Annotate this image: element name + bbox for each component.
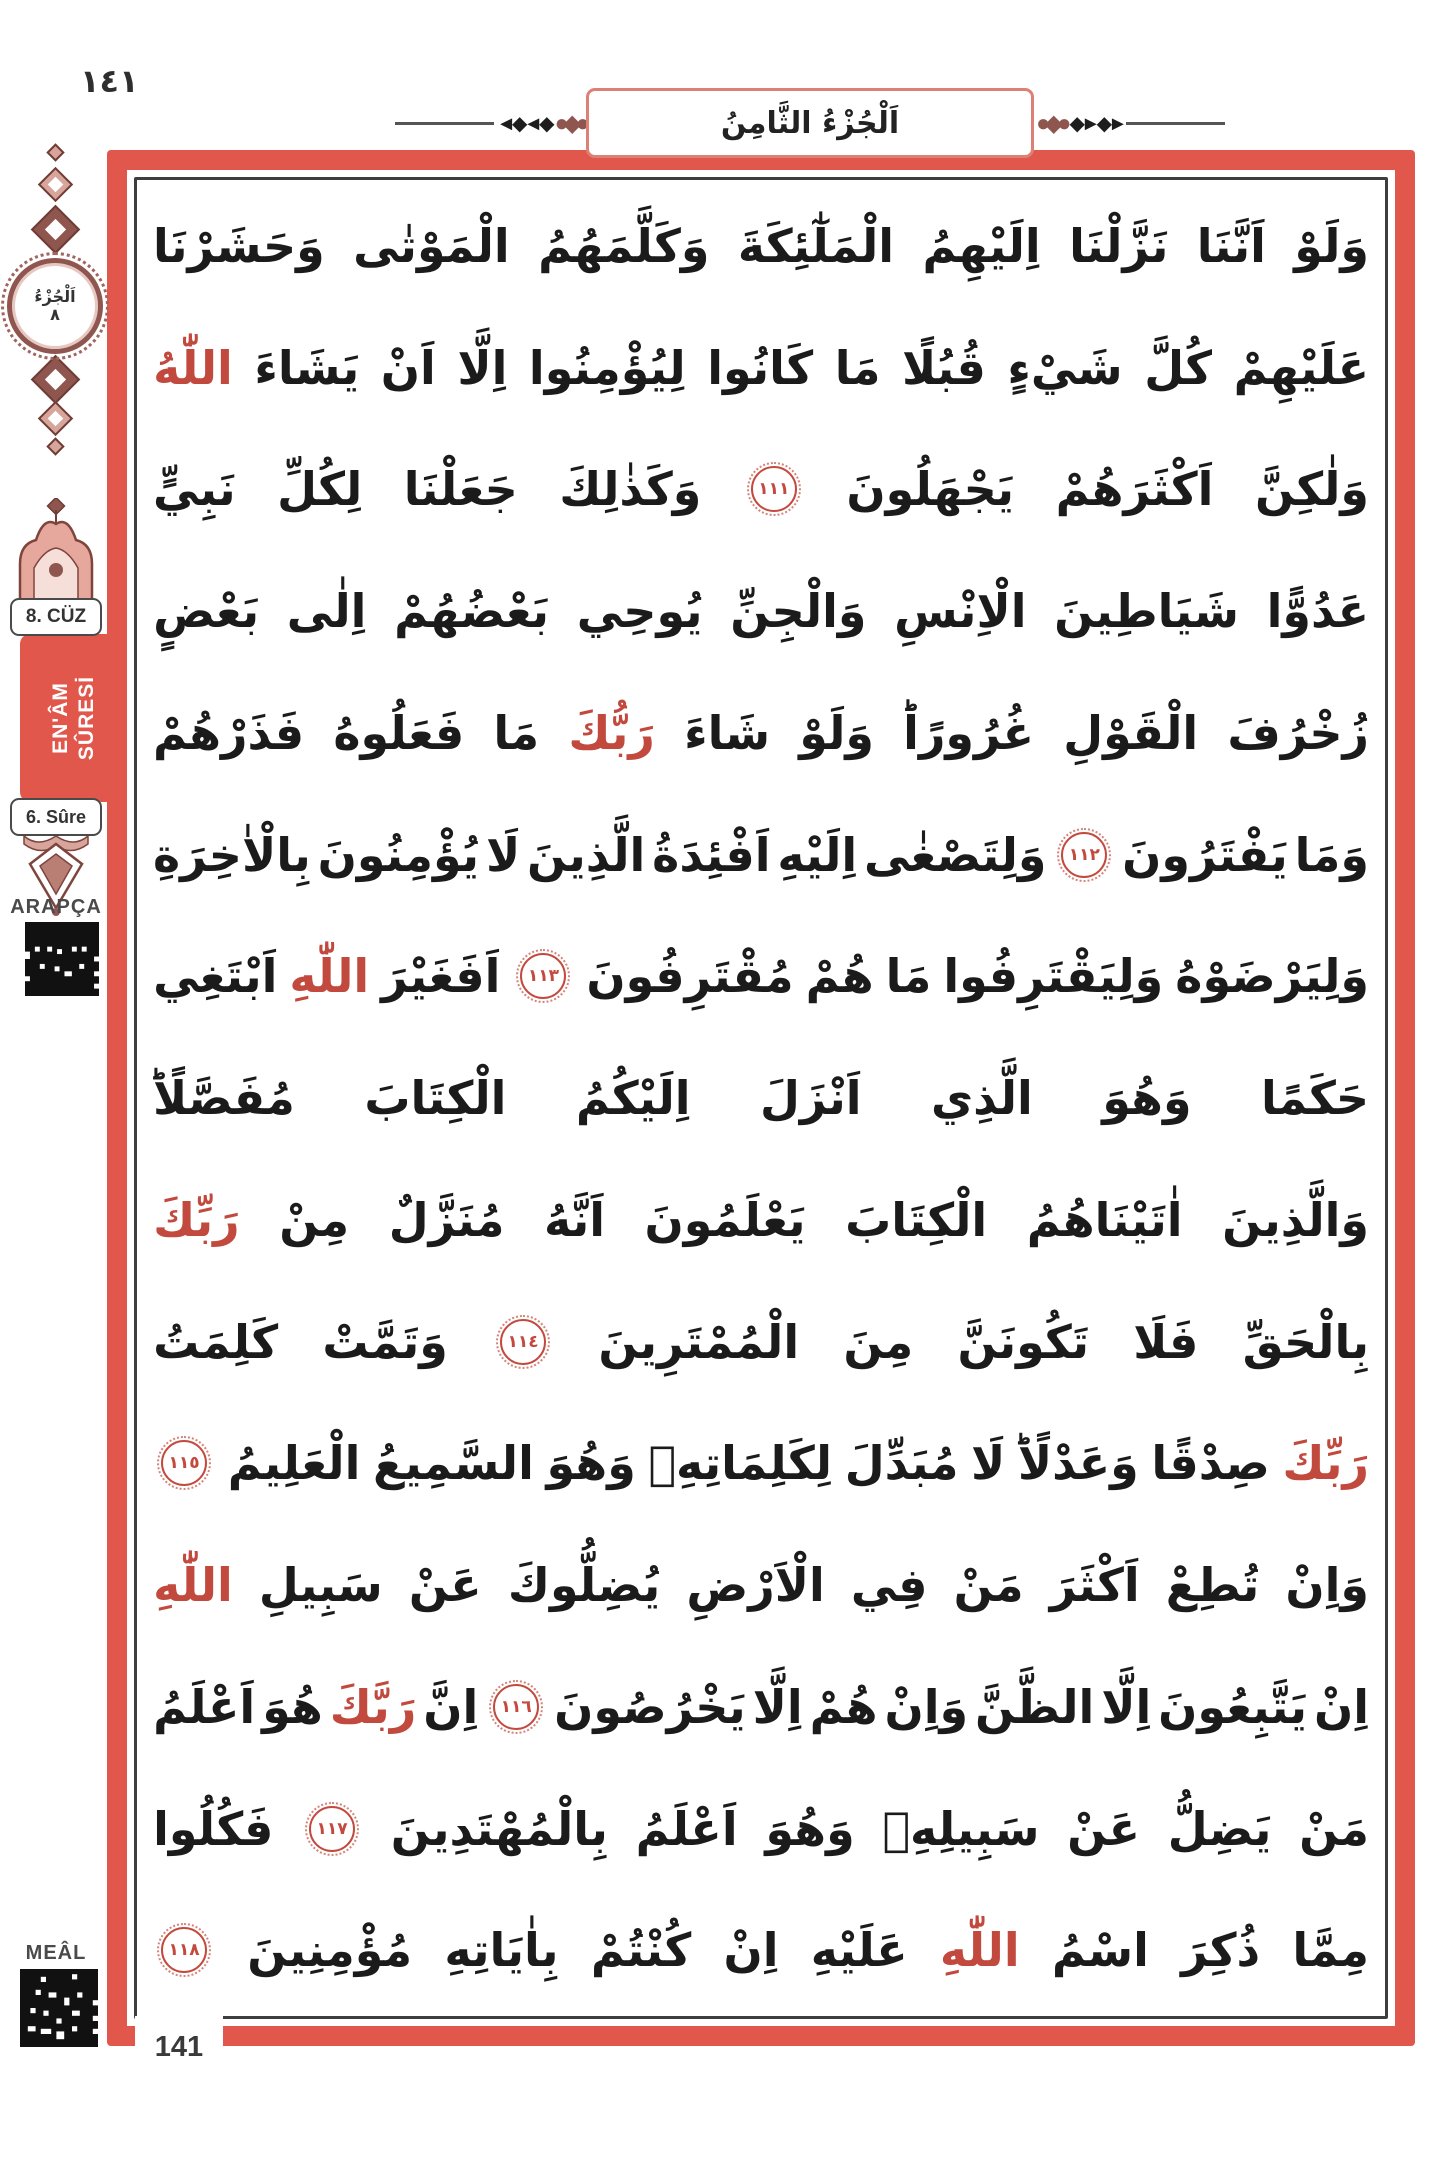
highlighted-word: اللّٰهِ: [939, 1923, 1020, 1978]
quran-word: يُضِلُّوكَ: [507, 1558, 661, 1612]
page-number-arabic: ١٤١: [80, 62, 139, 100]
juz-header: [395, 84, 1225, 162]
quran-word: لِكُلِّ: [277, 462, 363, 517]
quran-word: بِالْحَقِّ: [1242, 1314, 1369, 1369]
highlighted-word: اللّٰهُ: [153, 340, 233, 395]
surah-band-line1: EN'ÂM: [48, 682, 72, 754]
quran-line: [153, 1160, 1369, 1280]
surah-band-line2: SÛRESİ: [74, 675, 98, 761]
quran-word: اِنْ: [723, 1923, 779, 1978]
quran-line: [153, 1525, 1369, 1645]
quran-word: مَنْ: [953, 1558, 1024, 1612]
juz-rosette-word: اَلْجُزْءُ: [34, 287, 76, 306]
verse-number-medallion: ١١٧: [309, 1806, 355, 1852]
quran-word: الْاَرْضِ: [686, 1558, 825, 1612]
highlighted-word: رَبِّكَ: [153, 1192, 240, 1247]
quran-word: هُمْ: [809, 1679, 878, 1734]
quran-word: عَنْ: [408, 1558, 482, 1612]
quran-word: نَزَّلْنَا: [1069, 218, 1169, 273]
quran-word: بِاٰيَاتِهِ: [444, 1923, 559, 1978]
quran-word: يُؤْمِنُونَ: [317, 827, 480, 882]
highlighted-word: اللّٰهِ: [289, 949, 370, 1004]
quran-word: وَمَا: [1294, 827, 1369, 882]
quran-word: وَكَلَّمَهُمُ: [538, 218, 710, 273]
sure-number-label: 6. Sûre: [25, 806, 87, 827]
quran-word: كَلِمَتُ: [153, 1314, 279, 1369]
quran-line: [153, 308, 1369, 428]
quran-word: اَعْلَمُ: [153, 1679, 256, 1734]
quran-word: كُلَّ: [1144, 340, 1213, 395]
highlighted-word: اللّٰهِ: [153, 1558, 233, 1612]
quran-word: اسْمُ: [1051, 1923, 1149, 1978]
juz-title-cartouche: [586, 88, 1034, 158]
quran-word: غُرُورًاؕ: [903, 705, 1035, 760]
quran-word: الْكِتَابَ: [364, 1071, 507, 1125]
quran-word: وَكَذٰلِكَ: [559, 462, 702, 517]
verse-number-medallion: ١١٨: [161, 1927, 207, 1973]
quran-text-frame: [107, 150, 1415, 2046]
quran-word: وَالَّذِينَ: [1222, 1192, 1369, 1247]
quran-word: وَالْجِنِّ: [730, 584, 867, 638]
arrow-ornament-right-icon: ◆►◆►: [1069, 112, 1124, 135]
quran-word: الْقَوْلِ: [1063, 705, 1199, 760]
quran-word: اَفَغَيْرَ: [381, 949, 501, 1004]
quran-word: مُفَصَّلًاؕ: [153, 1071, 295, 1125]
crown-ornament-icon: [14, 498, 98, 602]
quran-word: يَضِلُّ: [1167, 1801, 1272, 1856]
quran-word: السَّمِيعُ: [372, 1436, 534, 1491]
floral-ornament-left-icon: ●◆●: [554, 109, 584, 137]
quran-line: [153, 795, 1369, 915]
quran-word: الْمَلٰٓئِكَةَ: [737, 218, 895, 273]
diamond-ornament-icon: [38, 401, 73, 436]
quran-word: اَنَّنَا: [1196, 218, 1266, 273]
quran-word: يُوحِي: [576, 584, 703, 638]
quran-word: وَلَوْ: [799, 705, 874, 760]
quran-word: تَكُونَنَّ: [957, 1314, 1090, 1369]
verse-number-medallion: ١١١: [751, 466, 797, 512]
quran-word: وَلَوْ: [1294, 218, 1369, 273]
quran-word: فَكُلُوا: [153, 1801, 274, 1856]
quran-word: الْاِنْسِ: [894, 584, 1027, 638]
quran-word: الْعَلِيمُ: [227, 1436, 361, 1491]
quran-word: فَلَا: [1133, 1314, 1199, 1369]
quran-word: اَبْتَغِي: [153, 949, 278, 1004]
arabic-qr-code: [24, 922, 100, 996]
quran-word: اِلَيْكُمُ: [575, 1071, 691, 1125]
quran-line: [153, 1282, 1369, 1402]
meal-qr-code: [20, 1968, 98, 2048]
quran-line: [153, 1647, 1369, 1767]
quran-word: وَلِتَصْغٰى: [863, 827, 1047, 882]
quran-word: مُبَدِّلَ: [844, 1436, 959, 1491]
quran-word: كُنْتُمْ: [590, 1923, 692, 1978]
quran-word: كَانُوا: [707, 340, 814, 395]
quran-word: اَعْلَمُ: [635, 1801, 738, 1856]
quran-word: يَخْرُصُونَ: [554, 1679, 746, 1734]
quran-word: هُوَ: [262, 1679, 323, 1734]
quran-word: يَعْلَمُونَ: [644, 1192, 806, 1247]
diamond-ornament-icon: [31, 355, 80, 404]
quran-word: مِنْ: [279, 1192, 350, 1247]
quran-word: عَلَيْهِ: [810, 1923, 908, 1978]
quran-word: صِدْقًا: [1151, 1436, 1270, 1491]
verse-number-medallion: ١١٢: [1061, 832, 1107, 878]
quran-line: [153, 1769, 1369, 1889]
cuz-number-label: 8. CÜZ: [25, 606, 87, 627]
diamond-ornament-icon: [31, 205, 80, 254]
quran-word: مَا: [834, 340, 881, 395]
quran-word: هُمْ: [805, 949, 874, 1004]
page-number-bottom-label: 141: [154, 2031, 204, 2063]
quran-word: فَذَرْهُمْ: [153, 705, 305, 760]
verse-number-medallion: ١١٦: [493, 1684, 539, 1730]
quran-word: وَهُوَ: [546, 1436, 636, 1491]
quran-word: فَعَلُوهُ: [333, 705, 465, 760]
quran-word: لِيُؤْمِنُوا: [528, 340, 686, 395]
quran-word: فِي: [850, 1558, 928, 1612]
quran-word: بَعْضٍ: [153, 584, 260, 638]
arrow-ornament-left-icon: ◄◆◄◆: [496, 112, 551, 135]
floral-ornament-right-icon: ●◆●: [1036, 109, 1066, 137]
quran-word: وَاِنْ: [884, 1679, 969, 1734]
quran-word: اِنَّ: [423, 1679, 479, 1734]
quran-line: [153, 429, 1369, 549]
quran-line: [153, 673, 1369, 793]
quran-word: تُطِعْ: [1165, 1558, 1260, 1612]
quran-word: شَاءَ: [684, 705, 771, 760]
quran-word: لَا: [485, 827, 521, 882]
quran-word: اَكْثَرَ: [1049, 1558, 1140, 1612]
quran-line: [153, 916, 1369, 1036]
quran-word: مُنَزَّلٌ: [388, 1192, 505, 1247]
juz-rosette-medallion: [7, 258, 103, 354]
quran-word: مِنَ: [843, 1314, 914, 1369]
cuz-number-box: [10, 598, 102, 636]
quran-word: اِلَّا: [1101, 1679, 1152, 1734]
meal-qr-label: MEÂL: [25, 1942, 87, 1964]
verse-number-medallion: ١١٥: [161, 1440, 207, 1486]
quran-word: يَجْهَلُونَ: [846, 462, 1015, 517]
quran-word: وَهُوَ: [1102, 1071, 1192, 1125]
quran-word: قُبُلًا: [902, 340, 986, 395]
quran-word: وَحَشَرْنَا: [153, 218, 325, 273]
quran-word: الْمَوْتٰى: [353, 218, 510, 273]
quran-word: مَنْ: [1299, 1801, 1369, 1856]
quran-word: بِالْاٰخِرَةِ: [153, 827, 311, 882]
quran-word: مَا: [885, 949, 932, 1004]
quran-line: [153, 551, 1369, 671]
quran-word: شَيَاطِينَ: [1054, 584, 1239, 638]
surah-name-vertical: [47, 676, 100, 760]
juz-rosette-number: ٨: [50, 305, 60, 325]
quran-line: [153, 1403, 1369, 1523]
surah-name-band: [20, 634, 127, 802]
sure-number-box: [10, 798, 102, 836]
quran-word: اَكْثَرَهُمْ: [1055, 462, 1214, 517]
quran-word: اِلَيْهِمُ: [922, 218, 1041, 273]
highlighted-word: رَبِّكَ: [1282, 1436, 1369, 1491]
quran-word: اِلٰى: [286, 584, 367, 638]
quran-word: الْمُمْتَرِينَ: [598, 1314, 800, 1369]
quran-word: عَدُوًّا: [1266, 584, 1369, 638]
finial-ornament-bottom-icon: [46, 437, 64, 455]
quran-word: عَلَيْهِمْ: [1233, 340, 1369, 395]
quran-word: حَكَمًا: [1260, 1071, 1369, 1125]
quran-word: عَنْ: [1067, 1801, 1140, 1856]
quran-word: جَعَلْنَا: [403, 462, 518, 517]
quran-word: اِنْ: [1313, 1679, 1369, 1734]
verse-number-medallion: ١١٤: [500, 1319, 546, 1365]
quran-word: وَلِيَرْضَوْهُ: [1175, 949, 1369, 1004]
quran-word: شَيْءٍ: [1007, 340, 1123, 395]
highlighted-word: رَبَّكَ: [329, 1679, 417, 1734]
quran-word: الظَّنَّ: [975, 1679, 1095, 1734]
quran-line: [153, 1038, 1369, 1158]
quran-word: مُقْتَرِفُونَ: [586, 949, 794, 1004]
quran-word: اِلَّا: [457, 340, 508, 395]
quran-word: وَاِنْ: [1285, 1558, 1369, 1612]
quran-word: يَشَاءَ: [254, 340, 360, 395]
quran-word: الَّذِي: [930, 1071, 1033, 1125]
finial-ornament-top-icon: [46, 143, 64, 161]
quran-word: اَنْ: [380, 340, 436, 395]
quran-word: زُخْرُفَ: [1227, 705, 1369, 760]
quran-word: اِلَيْهِ: [777, 827, 858, 882]
juz-title: اَلْجُزْءُ الثَّامِنُ: [720, 105, 900, 141]
quran-word: بَعْضُهُمْ: [394, 584, 550, 638]
quran-line: [153, 1890, 1369, 2010]
quran-word: وَلٰكِنَّ: [1254, 462, 1369, 517]
diamond-ornament-icon: [38, 167, 73, 202]
quran-lines: [134, 177, 1388, 2019]
quran-word: لَا: [971, 1436, 1006, 1491]
quran-word: ذُكِرَ: [1181, 1923, 1261, 1978]
quran-word: بِالْمُهْتَدِينَ: [390, 1801, 608, 1856]
page-number-bottom: [135, 2016, 223, 2068]
quran-word: وَتَمَّتْ: [322, 1314, 448, 1369]
quran-line: [153, 186, 1369, 306]
quran-word: الْكِتَابَ: [845, 1192, 988, 1247]
quran-word: اِلَّا: [752, 1679, 803, 1734]
quran-word: نَبِيٍّ: [153, 462, 236, 517]
arabic-qr-label: ARAPÇA: [10, 896, 102, 918]
quran-word: مَا: [493, 705, 540, 760]
header-rule-right: [1126, 122, 1225, 125]
quran-word: اَنَّهُ: [544, 1192, 605, 1247]
quran-word: يَفْتَرُونَ: [1122, 827, 1288, 882]
quran-word: وَهُوَ: [765, 1801, 855, 1856]
quran-word: مِمَّا: [1292, 1923, 1369, 1978]
quran-word: سَبِيلِهِۚ: [882, 1801, 1040, 1856]
quran-word: اٰتَيْنَاهُمُ: [1026, 1192, 1183, 1247]
quran-word: وَلِيَقْتَرِفُوا: [943, 949, 1164, 1004]
highlighted-word: رَبُّكَ: [568, 705, 655, 760]
quran-word: مُؤْمِنِينَ: [247, 1923, 413, 1978]
header-rule-left: [395, 122, 494, 125]
quran-word: يَتَّبِعُونَ: [1158, 1679, 1308, 1734]
verse-number-medallion: ١١٣: [520, 953, 566, 999]
quran-word: لِكَلِمَاتِهِۚ: [648, 1436, 833, 1491]
quran-word: اَنْزَلَ: [759, 1071, 862, 1125]
quran-word: وَعَدْلًاؕ: [1017, 1436, 1139, 1491]
quran-word: سَبِيلِ: [258, 1558, 383, 1612]
quran-word: الَّذِينَ: [527, 827, 646, 882]
quran-word: اَفْئِدَةُ: [652, 827, 771, 882]
